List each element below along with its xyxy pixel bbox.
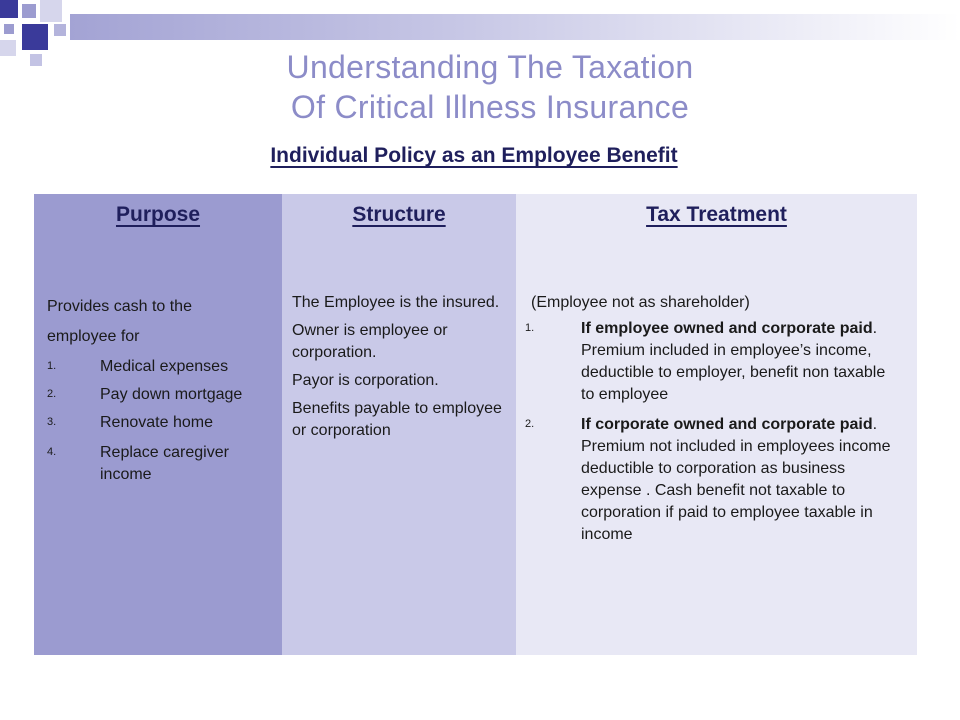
list-item: 2. Pay down mortgage: [47, 386, 243, 403]
list-item: 2. If corporate owned and corporate paid. Premium not included in employees income deductible to corporation as business expense . Cash benefit not taxable to corporation if paid to employee taxable in income: [525, 416, 891, 543]
tax-item-bold-lead: If corporate owned and corporate paid: [581, 416, 873, 433]
tax-item-text: . Premium not included in employees income deductible to corporation as business expense . Cash benefit not taxable to corporation if paid to employee taxable in income: [581, 416, 891, 543]
structure-paragraph: Owner is employee or corporation.: [292, 322, 448, 361]
purpose-heading: Purpose: [115, 203, 201, 226]
tax-treatment-heading: Tax Treatment: [646, 203, 787, 226]
structure-paragraph: Payor is corporation.: [292, 372, 439, 389]
structure-paragraph: Benefits payable to employee or corporation: [292, 400, 502, 439]
title-line-1: Understanding The Taxation: [286, 49, 694, 85]
structure-column: [282, 194, 516, 655]
list-item: 4. Replace caregiver income: [47, 444, 229, 483]
purpose-list: [47, 356, 272, 486]
purpose-intro-line-2: employee for: [47, 328, 140, 345]
tax-treatment-column: [516, 194, 917, 655]
structure-heading: Structure: [352, 203, 446, 226]
tax-item-bold-lead: If employee owned and corporate paid: [581, 320, 873, 337]
purpose-body: [34, 292, 282, 486]
tax-item-text: . Premium included in employee’s income, deductible to employer, benefit non taxable to employee: [581, 320, 886, 403]
decor-square-2: [22, 4, 36, 18]
tax-treatment-list: [525, 318, 897, 546]
slide-subtitle: [0, 142, 948, 170]
slide-title: [0, 47, 960, 127]
decor-square-7: [54, 24, 66, 36]
structure-paragraph: The Employee is the insured.: [292, 294, 500, 311]
structure-body: [282, 292, 516, 442]
decor-square-1: [0, 0, 18, 18]
purpose-column: [34, 194, 282, 655]
header-gradient-bar: [70, 14, 960, 40]
purpose-intro-line-1: Provides cash to the: [47, 298, 192, 315]
list-item: 1. If employee owned and corporate paid. Premium included in employee’s income, deductible to employer, benefit non taxable to employee: [525, 320, 886, 403]
tax-treatment-body: [516, 292, 917, 546]
tax-treatment-intro: (Employee not as shareholder): [531, 294, 750, 311]
list-item: 3. Renovate home: [47, 414, 213, 431]
decor-square-4: [4, 24, 14, 34]
title-line-2: Of Critical Illness Insurance: [290, 89, 690, 125]
subtitle-text: Individual Policy as an Employee Benefit: [270, 144, 678, 167]
decor-square-3: [40, 0, 62, 22]
list-item: 1. Medical expenses: [47, 358, 229, 375]
